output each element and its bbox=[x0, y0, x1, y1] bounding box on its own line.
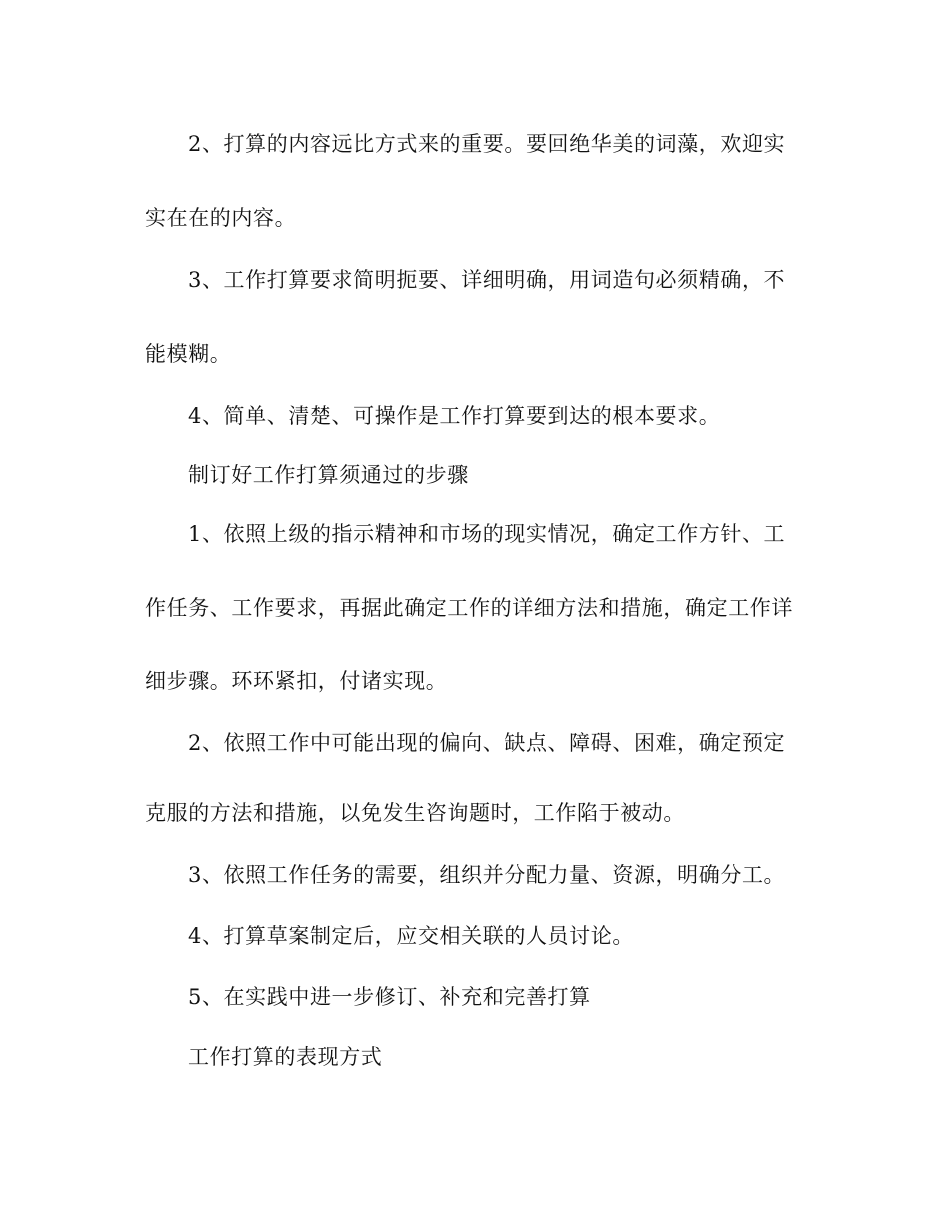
paragraph-line: 3、工作打算要求简明扼要、详细明确，用词造句必须精确，不 bbox=[188, 268, 786, 292]
paragraph-line: 5、在实践中进一步修订、补充和完善打算 bbox=[188, 985, 591, 1009]
paragraph-line: 4、打算草案制定后，应交相关联的人员讨论。 bbox=[188, 924, 634, 948]
paragraph-line: 克服的方法和措施，以免发生咨询题时，工作陷于被动。 bbox=[145, 801, 685, 825]
paragraph-line: 4、简单、清楚、可操作是工作打算要到达的根本要求。 bbox=[188, 404, 721, 428]
paragraph-line: 3、依照工作任务的需要，组织并分配力量、资源，明确分工。 bbox=[188, 863, 786, 887]
section-heading: 工作打算的表现方式 bbox=[188, 1045, 383, 1069]
paragraph-line: 实在在的内容。 bbox=[145, 206, 297, 230]
paragraph-line: 细步骤。环环紧扣，付诸实现。 bbox=[145, 669, 448, 693]
paragraph-line: 1、依照上级的指示精神和市场的现实情况，确定工作方针、工 bbox=[188, 522, 786, 546]
paragraph-line: 能模糊。 bbox=[145, 342, 232, 366]
paragraph-line: 2、依照工作中可能出现的偏向、缺点、障碍、困难，确定预定 bbox=[188, 731, 786, 755]
paragraph-line: 2、打算的内容远比方式来的重要。要回绝华美的词藻，欢迎实 bbox=[188, 132, 786, 156]
paragraph-line: 作任务、工作要求，再据此确定工作的详细方法和措施，确定工作详 bbox=[145, 596, 793, 620]
section-heading: 制订好工作打算须通过的步骤 bbox=[188, 463, 469, 487]
